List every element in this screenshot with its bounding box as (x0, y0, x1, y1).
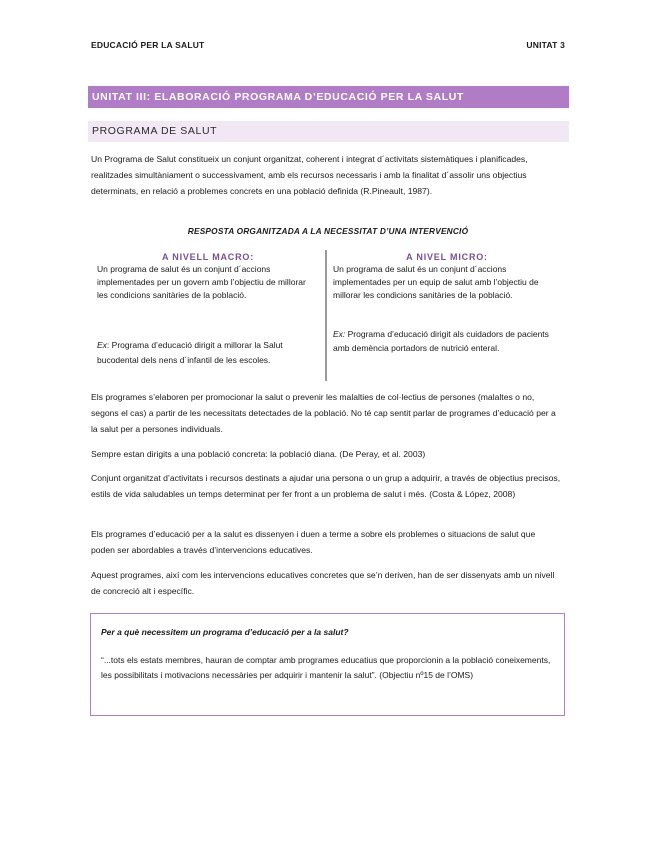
paragraph-target-population: Sempre estan dirigits a una població concreta: la població diana. (De Peray, et al. 2003) (91, 449, 426, 459)
macro-example (97, 338, 319, 368)
macro-column (97, 252, 319, 302)
micro-example (333, 328, 561, 355)
paragraph-activities: Conjunt organitzat d’activitats i recursos destinats a ajudar una persona o un grup a adquirir, a través de objectius precisos, estils de vida saludables un temps determinat per fer front a un problema de salut i més. (Costa & López, 2008) (91, 473, 561, 499)
running-header-left: EDUCACIÓ PER LA SALUT (91, 40, 205, 50)
column-divider (325, 250, 327, 381)
micro-text: Un programa de salut és un conjunt d´accions implementades per un equip de salut amb l’objectiu de millorar les condicions sanitàries de la població. (333, 264, 539, 300)
definition-paragraph: Un Programa de Salut constitueix un conjunt organitzat, coherent i integrat d´activitats sistemàtiques i planificades, realitzades simultàniament o successivament, amb els recursos necessaris i amb la finalitat d´assolir uns objectius determinats, en relació a problemes concrets en una població definida (R.Pineault, 1987). (91, 154, 528, 196)
unit-title-banner: UNITAT III: ELABORACIÓ PROGRAMA D’EDUCACIÓ PER LA SALUT (88, 86, 569, 108)
quote-text: “...tots els estats membres, hauran de comptar amb programes educatius que proporcionin a la població coneixements, les possibilitats i motivacions necessàries per adquirir i mantenir la salut”. (Objectiu nº15 de l’OMS) (101, 655, 551, 680)
section-title: PROGRAMA DE SALUT (88, 121, 569, 142)
macro-example-prefix: Ex (97, 340, 107, 350)
macro-text: Un programa de salut és un conjunt d´accions implementades per un govern amb l’objectiu de millorar les condicions sanitàries de la població. (97, 264, 306, 300)
paragraph-specificity: Aquest programes, així com les intervencions educatives concretes que se’n deriven, han de ser dissenyats amb un nivell de concreció alt i específic. (91, 570, 555, 596)
macro-heading: A NIVELL MACRO: (162, 252, 254, 262)
micro-column (333, 252, 561, 302)
quote-question: Per a què necessitem un programa d’educació per a la salut? (101, 627, 349, 637)
paragraph-design: Els programes d’educació per a la salut es dissenyen i duen a terme a sobre els problemes o situacions de salut que poden ser abordables a través d’intervencions educatives. (91, 529, 536, 555)
paragraph-programs: Els programes s’elaboren per promocionar la salut o prevenir les malalties de col·lectius de persones (malaltes o no, segons el cas) a partir de les necessitats detectades de la població. No té cap sentit parlar de programes d’educació per a la salut per a persones individuals. (91, 392, 556, 434)
micro-heading: A NIVEL MICRO: (406, 252, 488, 262)
micro-example-text: Programa d’educació dirigit als cuidadors de pacients amb demència portadors de nutrició enteral. (333, 329, 549, 353)
response-title: RESPOSTA ORGANITZADA A LA NECESSITAT D’UNA INTERVENCIÓ (187, 226, 469, 236)
running-header-right: UNITAT 3 (526, 40, 565, 50)
micro-example-prefix: Ex: (333, 329, 346, 339)
macro-example-text: : Programa d’educació dirigit a millorar la Salut bucodental dels nens d´infantil de les escoles. (97, 340, 283, 365)
